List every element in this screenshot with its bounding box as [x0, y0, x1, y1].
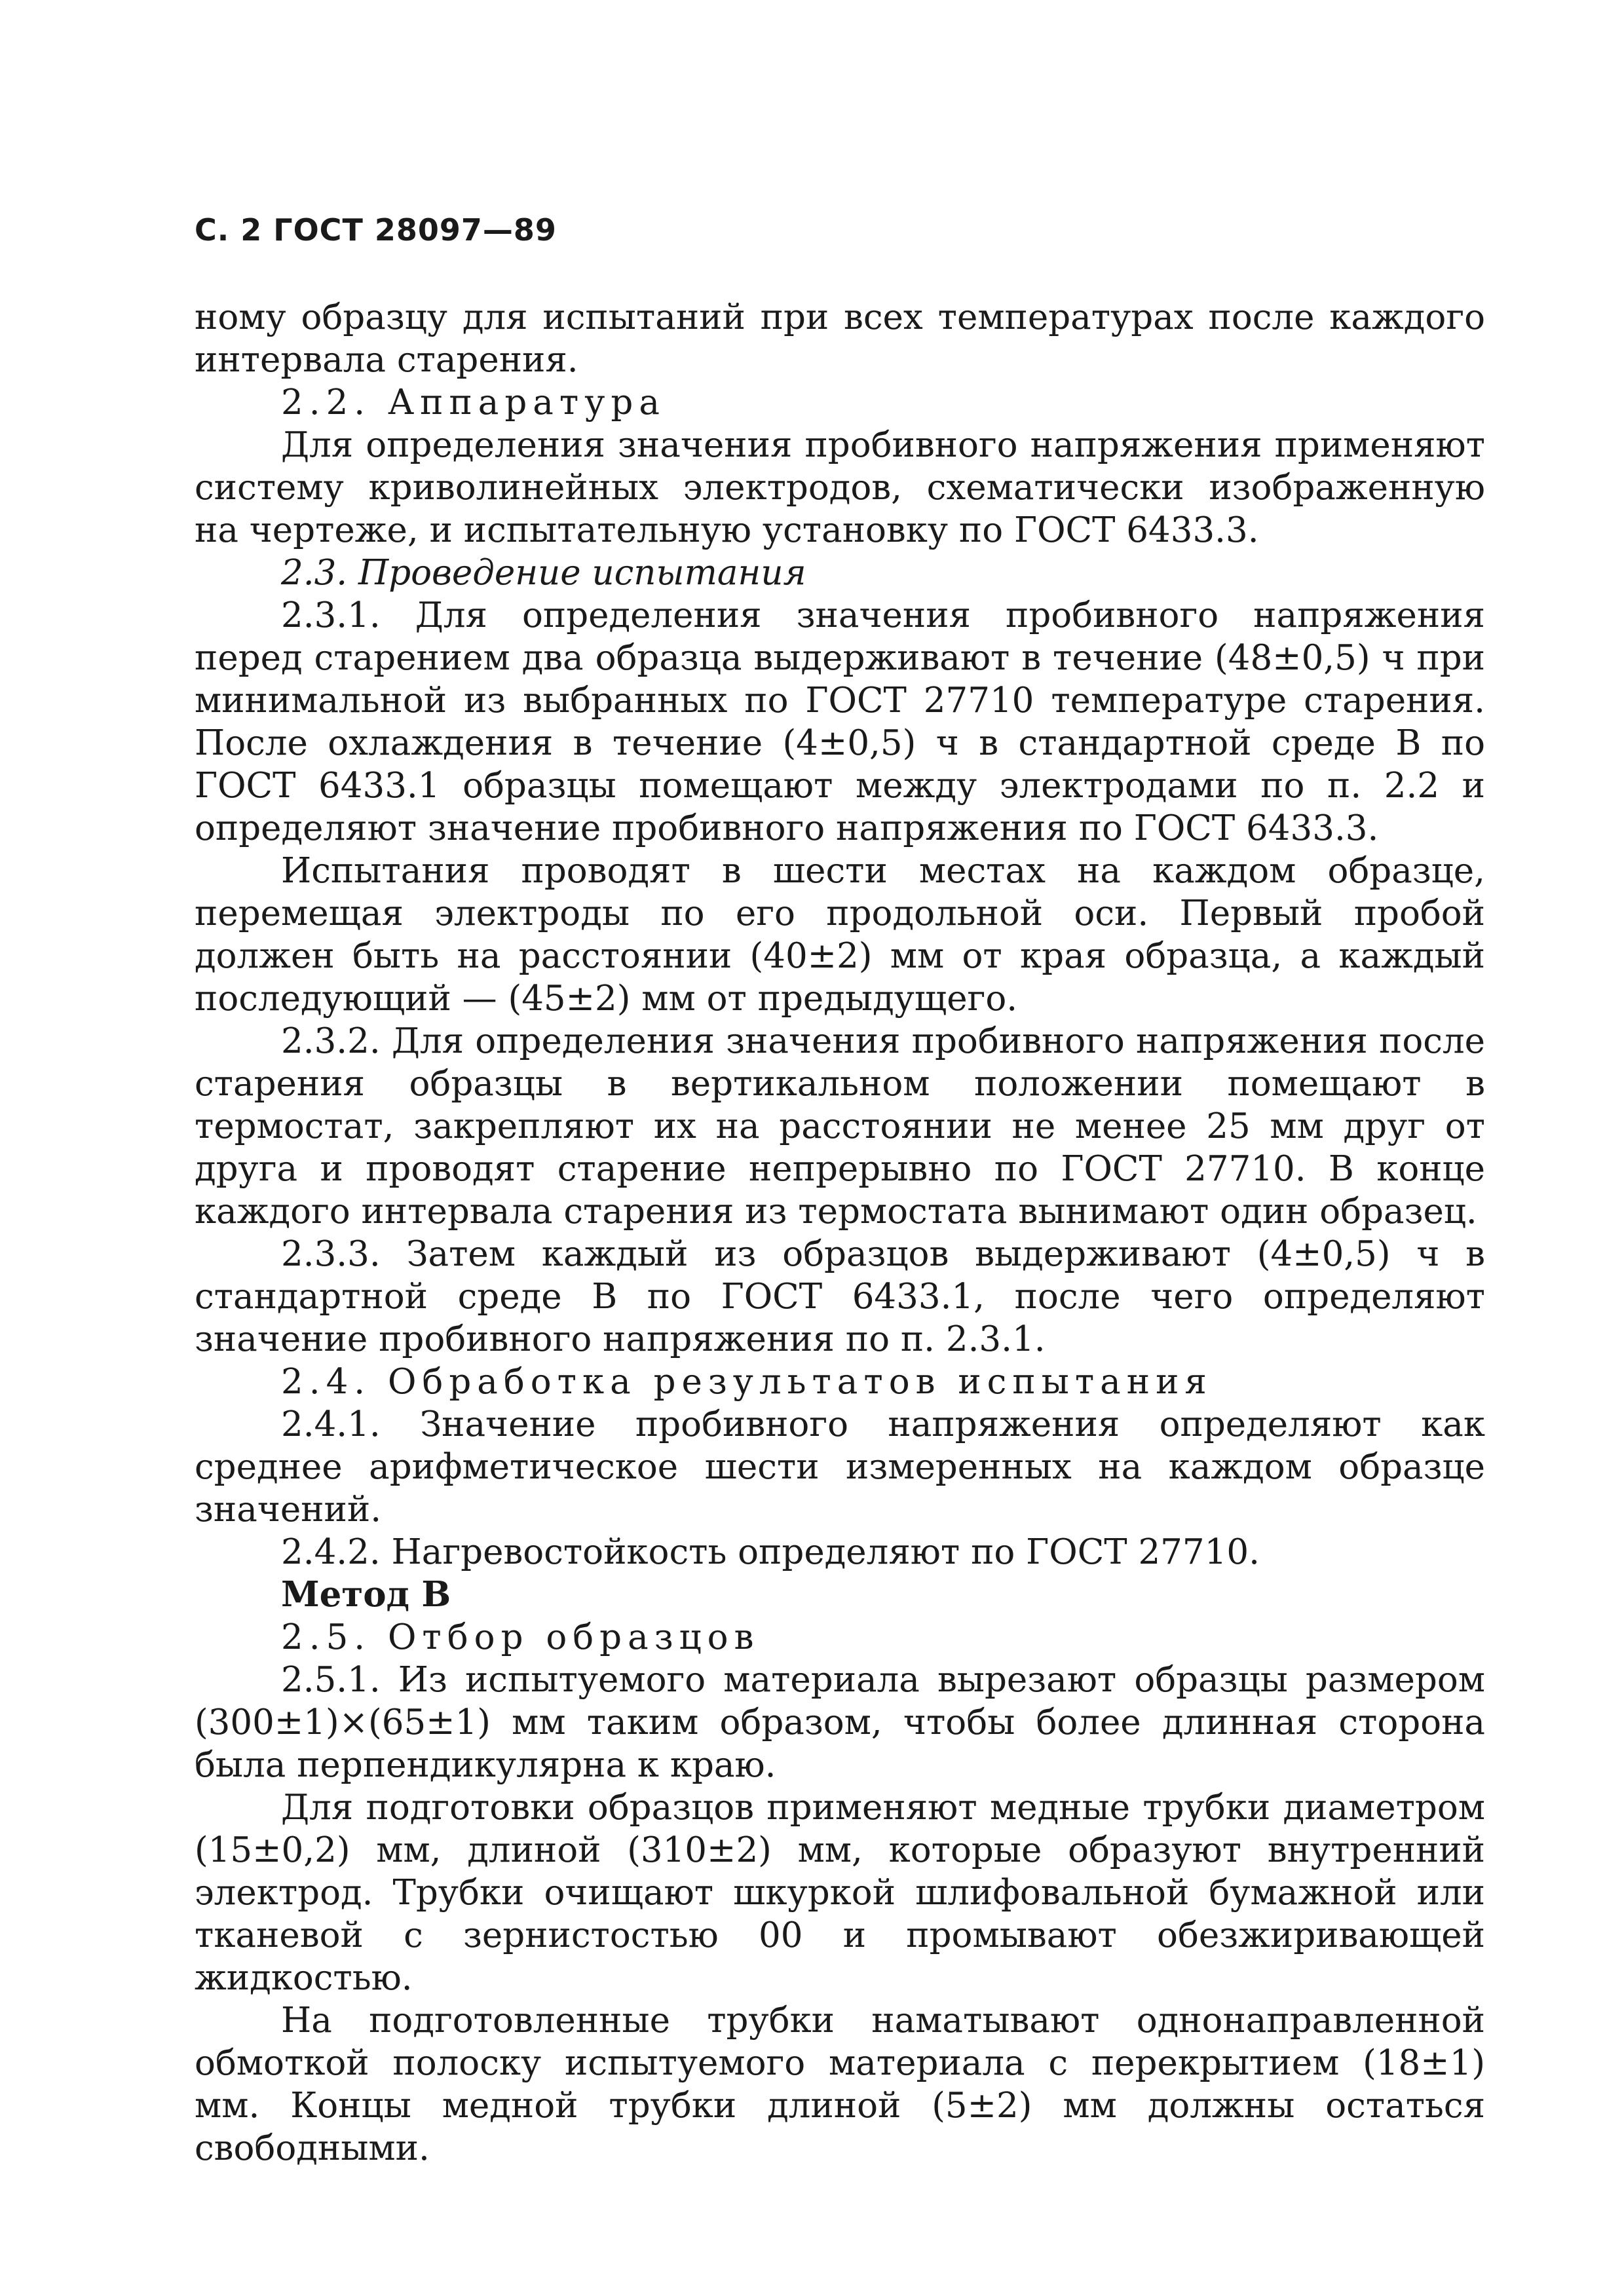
page-header: С. 2 ГОСТ 28097—89 [195, 212, 557, 248]
paragraph-2-3-1: 2.3.1. Для определения значения пробивного напряжения перед старением два образца выдерживают в течение (48±0,5) ч при минимальной из выбранных по ГОСТ 27710 температуре старения. После охлаждения в течение (4±0,5) ч в стандартной среде В по ГОСТ 6433.1 образцы помещают между электродами по п. 2.2 и определяют значение пробивного напряжения по ГОСТ 6433.3. [195, 595, 1485, 848]
paragraph-2-4-2: 2.4.2. Нагревостойкость определяют по ГОСТ 27710. [281, 1532, 1260, 1572]
paragraph-test-locations: Испытания проводят в шести местах на каждом образце, перемещая электроды по его продольной оси. Первый пробой должен быть на расстоянии (40±2) мм от края образца, а каждый последующий — (45±2) мм от предыдущего. [195, 851, 1485, 1019]
paragraph-2-4-1: 2.4.1. Значение пробивного напряжения определяют как среднее арифметическое шести измеренных на каждом образце значений. [195, 1404, 1485, 1530]
section-heading-procedure: 2.3. Проведение испытания [281, 553, 806, 593]
paragraph-tubes: Для подготовки образцов применяют медные трубки диаметром (15±0,2) мм, длиной (310±2) мм, которые образуют внутренний электрод. Трубки очищают шкуркой шлифовальной бумажной или тканевой с зернистостью 00 и промывают обезжиривающей жидкостью. [195, 1788, 1485, 1998]
paragraph-winding: На подготовленные трубки наматывают однонаправленной обмоткой полоску испытуемого материала с перекрытием (18±1) мм. Концы медной трубки длиной (5±2) мм должны остаться свободными. [195, 2001, 1485, 2168]
paragraph-apparatus: Для определения значения пробивного напряжения применяют систему криволинейных электродов, схематически изображенную на чертеже, и испытательную установку по ГОСТ 6433.3. [195, 425, 1485, 550]
section-heading-apparatus: 2.2. Аппаратура [281, 383, 666, 423]
method-heading: Метод В [281, 1574, 451, 1615]
paragraph-2-5-1: 2.5.1. Из испытуемого материала вырезают образцы размером (300±1)×(65±1) мм таким образом, чтобы более длинная сторона была перпендикулярна к краю. [195, 1660, 1485, 1785]
section-heading-sampling: 2.5. Отбор образцов [281, 1617, 760, 1657]
document-body [195, 296, 1485, 2170]
paragraph-continuation: ному образцу для испытаний при всех температурах после каждого интервала старения. [195, 297, 1485, 380]
paragraph-2-3-2: 2.3.2. Для определения значения пробивного напряжения после старения образцы в вертикальном положении помещают в термостат, закрепляют их на расстоянии не менее 25 мм друг от друга и проводят старение непрерывно по ГОСТ 27710. В конце каждого интервала старения из термостата вынимают один образец. [195, 1021, 1485, 1232]
section-heading-results: 2.4. Обработка результатов испытания [281, 1362, 1213, 1402]
paragraph-2-3-3: 2.3.3. Затем каждый из образцов выдерживают (4±0,5) ч в стандартной среде В по ГОСТ 6433.1, после чего определяют значение пробивного напряжения по п. 2.3.1. [195, 1234, 1485, 1359]
